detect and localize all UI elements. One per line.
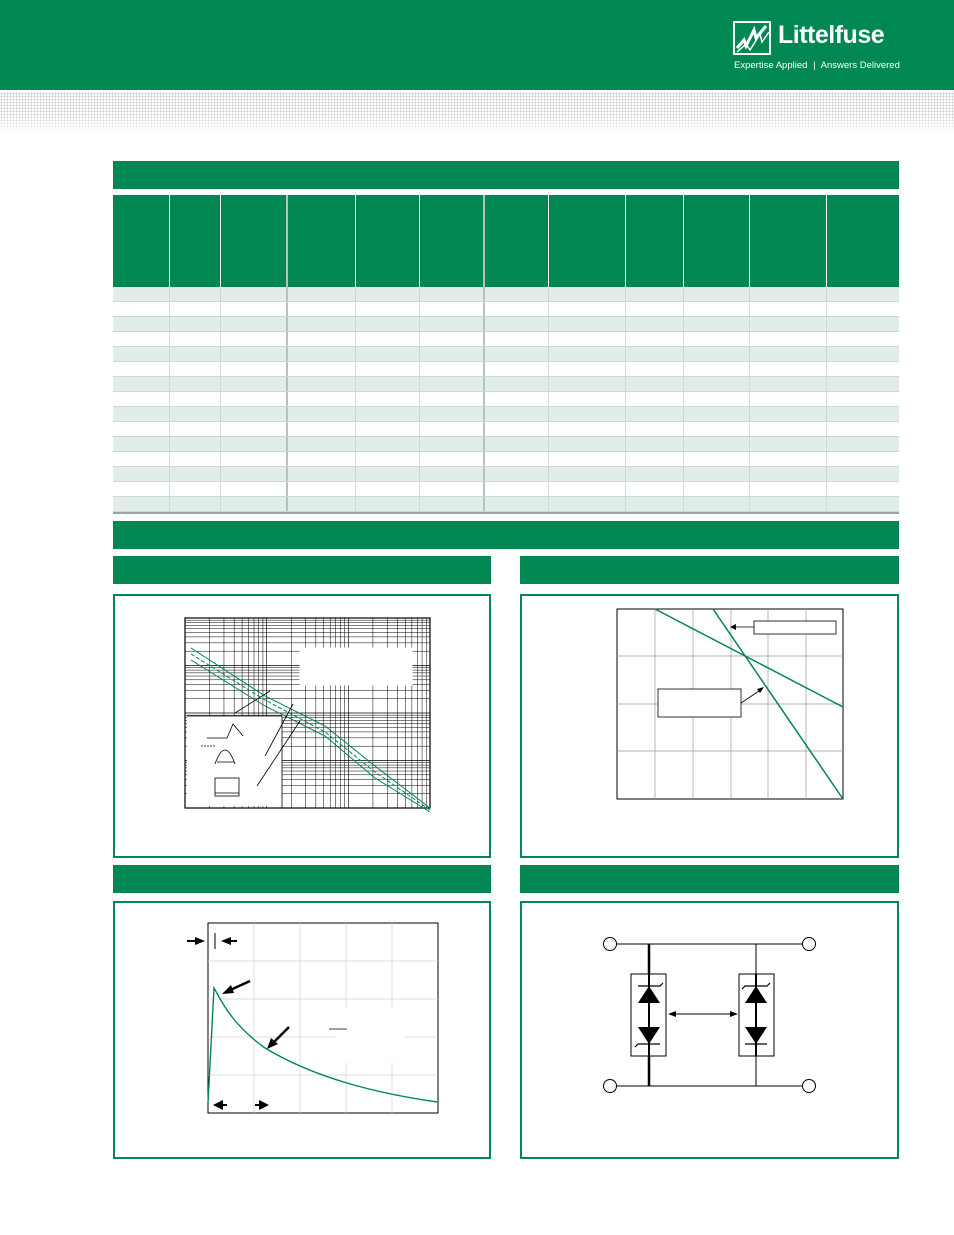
arrow-icon [668, 1011, 676, 1017]
table-cell [750, 482, 827, 496]
table-bottom-rule [113, 512, 899, 514]
header-cell [356, 195, 420, 287]
table-cell [750, 317, 827, 331]
table-row [113, 497, 899, 512]
table-cell [827, 317, 899, 331]
table-cell [684, 422, 750, 436]
table-cell [549, 362, 626, 376]
table-cell [750, 347, 827, 361]
table-cell [420, 497, 485, 511]
inset-box [187, 716, 282, 806]
figure3-panel [113, 901, 491, 1159]
table-row [113, 362, 899, 377]
table-cell [288, 407, 356, 421]
table-cell [827, 347, 899, 361]
table-cell [549, 407, 626, 421]
table-cell [626, 317, 684, 331]
table-cell [684, 287, 750, 301]
table-cell [684, 497, 750, 511]
table-row [113, 407, 899, 422]
table-cell [170, 482, 221, 496]
table-cell [827, 332, 899, 346]
table-cell [288, 377, 356, 391]
table-cell [356, 302, 420, 316]
table-cell [549, 317, 626, 331]
table-cell [549, 482, 626, 496]
table-cell [113, 482, 170, 496]
table-cell [485, 287, 549, 301]
table-cell [356, 467, 420, 481]
table-cell [356, 452, 420, 466]
table-cell [420, 332, 485, 346]
table-cell [827, 362, 899, 376]
table-cell [750, 422, 827, 436]
table-cell [626, 467, 684, 481]
table-cell [684, 377, 750, 391]
table-row [113, 377, 899, 392]
table-cell [684, 392, 750, 406]
tagline-right: Answers Delivered [820, 60, 900, 71]
table-cell [170, 332, 221, 346]
electrical-characteristics-bar [113, 161, 899, 189]
table-cell [288, 422, 356, 436]
table-cell [549, 437, 626, 451]
table-cell [485, 347, 549, 361]
table-cell [750, 392, 827, 406]
table-cell [170, 422, 221, 436]
table-row [113, 392, 899, 407]
table-cell [288, 287, 356, 301]
table-cell [170, 302, 221, 316]
table-cell [420, 437, 485, 451]
table-cell [827, 287, 899, 301]
table-cell [626, 302, 684, 316]
table-cell [356, 362, 420, 376]
table-cell [549, 377, 626, 391]
table-cell [485, 467, 549, 481]
table-cell [221, 407, 288, 421]
pulse-rating-chart [115, 596, 489, 856]
table-cell [827, 482, 899, 496]
table-cell [750, 437, 827, 451]
figure2-panel [520, 594, 899, 858]
table-cell [549, 422, 626, 436]
table-cell [288, 437, 356, 451]
table-cell [113, 377, 170, 391]
table-cell [356, 347, 420, 361]
table-row [113, 482, 899, 497]
figure3-title-bar [113, 865, 491, 893]
dot-pattern-band [0, 92, 954, 132]
table-cell [750, 287, 827, 301]
table-cell [684, 362, 750, 376]
table-cell [684, 317, 750, 331]
table-cell [684, 407, 750, 421]
table-cell [549, 287, 626, 301]
table-cell [221, 437, 288, 451]
table-cell [221, 317, 288, 331]
table-cell [356, 377, 420, 391]
table-cell [356, 497, 420, 511]
table-cell [485, 452, 549, 466]
figure1-panel [113, 594, 491, 858]
table-cell [170, 347, 221, 361]
table-row [113, 437, 899, 452]
table-cell [827, 452, 899, 466]
header-cell [485, 195, 549, 287]
header-cell [684, 195, 750, 287]
table-cell [626, 287, 684, 301]
table-cell [420, 377, 485, 391]
table-cell [221, 287, 288, 301]
table-cell [684, 437, 750, 451]
electrical-characteristics-table [113, 195, 899, 514]
table-row [113, 467, 899, 482]
label-box [658, 689, 741, 717]
table-cell [549, 332, 626, 346]
page-header [0, 0, 954, 90]
table-cell [356, 422, 420, 436]
brand-name: Littelfuse [778, 21, 885, 49]
figure2-title-bar [520, 556, 899, 584]
table-cell [288, 332, 356, 346]
table-cell [626, 332, 684, 346]
header-cell [626, 195, 684, 287]
table-cell [288, 467, 356, 481]
header-cell [221, 195, 288, 287]
table-cell [485, 302, 549, 316]
table-cell [170, 362, 221, 376]
table-cell [485, 362, 549, 376]
table-cell [113, 422, 170, 436]
table-cell [750, 332, 827, 346]
table-cell [684, 482, 750, 496]
table-cell [288, 347, 356, 361]
table-cell [485, 482, 549, 496]
table-cell [113, 407, 170, 421]
table-row [113, 422, 899, 437]
table-cell [750, 377, 827, 391]
figure4-panel [520, 901, 899, 1159]
table-cell [485, 497, 549, 511]
table-cell [113, 347, 170, 361]
table-cell [626, 407, 684, 421]
table-cell [827, 467, 899, 481]
table-cell [827, 497, 899, 511]
table-cell [420, 347, 485, 361]
table-cell [356, 392, 420, 406]
header-cell [420, 195, 485, 287]
table-cell [221, 377, 288, 391]
pulse-waveform-chart [115, 903, 489, 1157]
table-cell [221, 347, 288, 361]
table-cell [356, 482, 420, 496]
header-cell [288, 195, 356, 287]
table-cell [288, 497, 356, 511]
table-cell [356, 317, 420, 331]
table-cell [356, 407, 420, 421]
table-cell [549, 467, 626, 481]
table-cell [684, 302, 750, 316]
table-cell [549, 347, 626, 361]
table-cell [827, 407, 899, 421]
brand-tagline [734, 60, 900, 71]
table-cell [113, 302, 170, 316]
table-cell [827, 302, 899, 316]
table-cell [626, 377, 684, 391]
header-cell [170, 195, 221, 287]
table-row [113, 287, 899, 302]
table-cell [626, 482, 684, 496]
table-cell [221, 482, 288, 496]
table-cell [170, 407, 221, 421]
table-cell [221, 332, 288, 346]
table-cell [549, 497, 626, 511]
table-cell [626, 347, 684, 361]
table-cell [113, 452, 170, 466]
chart-legend-box [300, 648, 412, 685]
table-cell [113, 497, 170, 511]
table-cell [626, 422, 684, 436]
arrow-icon [730, 1011, 738, 1017]
table-cell [221, 362, 288, 376]
table-cell [626, 452, 684, 466]
table-cell [750, 497, 827, 511]
table-cell [827, 377, 899, 391]
table-cell [288, 302, 356, 316]
table-cell [356, 437, 420, 451]
table-row [113, 452, 899, 467]
table-cell [750, 302, 827, 316]
table-cell [170, 392, 221, 406]
table-cell [288, 317, 356, 331]
table-cell [113, 362, 170, 376]
label-box [754, 621, 836, 634]
table-cell [288, 362, 356, 376]
table-cell [684, 332, 750, 346]
table-cell [420, 392, 485, 406]
table-row [113, 302, 899, 317]
table-cell [221, 452, 288, 466]
table-cell [750, 407, 827, 421]
table-cell [420, 302, 485, 316]
table-cell [356, 332, 420, 346]
table-cell [420, 452, 485, 466]
table-cell [485, 437, 549, 451]
table-cell [420, 482, 485, 496]
table-cell [221, 302, 288, 316]
table-cell [750, 452, 827, 466]
table-cell [170, 377, 221, 391]
table-cell [549, 452, 626, 466]
table-cell [420, 362, 485, 376]
table-cell [827, 422, 899, 436]
table-row [113, 332, 899, 347]
table-cell [420, 407, 485, 421]
tvs-diode-icon [522, 903, 897, 1157]
figure1-title-bar [113, 556, 491, 584]
table-cell [170, 452, 221, 466]
table-cell [626, 437, 684, 451]
table-cell [170, 317, 221, 331]
table-cell [485, 317, 549, 331]
table-cell [113, 437, 170, 451]
table-cell [170, 467, 221, 481]
table-cell [626, 392, 684, 406]
figure4-title-bar [520, 865, 899, 893]
table-body [113, 287, 899, 512]
table-cell [221, 497, 288, 511]
table-cell [750, 467, 827, 481]
derating-chart [522, 596, 897, 856]
table-cell [221, 392, 288, 406]
table-cell [356, 287, 420, 301]
table-cell [827, 392, 899, 406]
header-cell [750, 195, 827, 287]
littelfuse-logo-icon [732, 20, 772, 56]
table-cell [288, 392, 356, 406]
table-cell [684, 467, 750, 481]
ratings-curves-bar [113, 521, 899, 549]
table-cell [684, 452, 750, 466]
table-cell [113, 287, 170, 301]
table-cell [420, 422, 485, 436]
table-cell [827, 437, 899, 451]
table-cell [485, 422, 549, 436]
table-cell [626, 497, 684, 511]
table-row [113, 317, 899, 332]
header-cell [113, 195, 170, 287]
header-cell [549, 195, 626, 287]
table-cell [113, 317, 170, 331]
brand-logo [732, 20, 900, 75]
table-cell [485, 407, 549, 421]
table-cell [113, 467, 170, 481]
table-cell [113, 392, 170, 406]
table-cell [626, 362, 684, 376]
table-cell [485, 377, 549, 391]
table-cell [170, 287, 221, 301]
table-cell [288, 452, 356, 466]
table-cell [485, 332, 549, 346]
table-cell [170, 497, 221, 511]
table-cell [549, 392, 626, 406]
table-cell [750, 362, 827, 376]
table-cell [420, 317, 485, 331]
table-header [113, 195, 899, 287]
table-cell [420, 467, 485, 481]
table-cell [420, 287, 485, 301]
table-row [113, 347, 899, 362]
table-cell [288, 482, 356, 496]
table-cell [549, 302, 626, 316]
table-cell [221, 467, 288, 481]
tagline-separator: | [813, 60, 816, 71]
tagline-left: Expertise Applied [734, 60, 808, 71]
table-cell [485, 392, 549, 406]
header-cell [827, 195, 899, 287]
table-cell [170, 437, 221, 451]
table-cell [221, 422, 288, 436]
table-cell [684, 347, 750, 361]
table-cell [113, 332, 170, 346]
